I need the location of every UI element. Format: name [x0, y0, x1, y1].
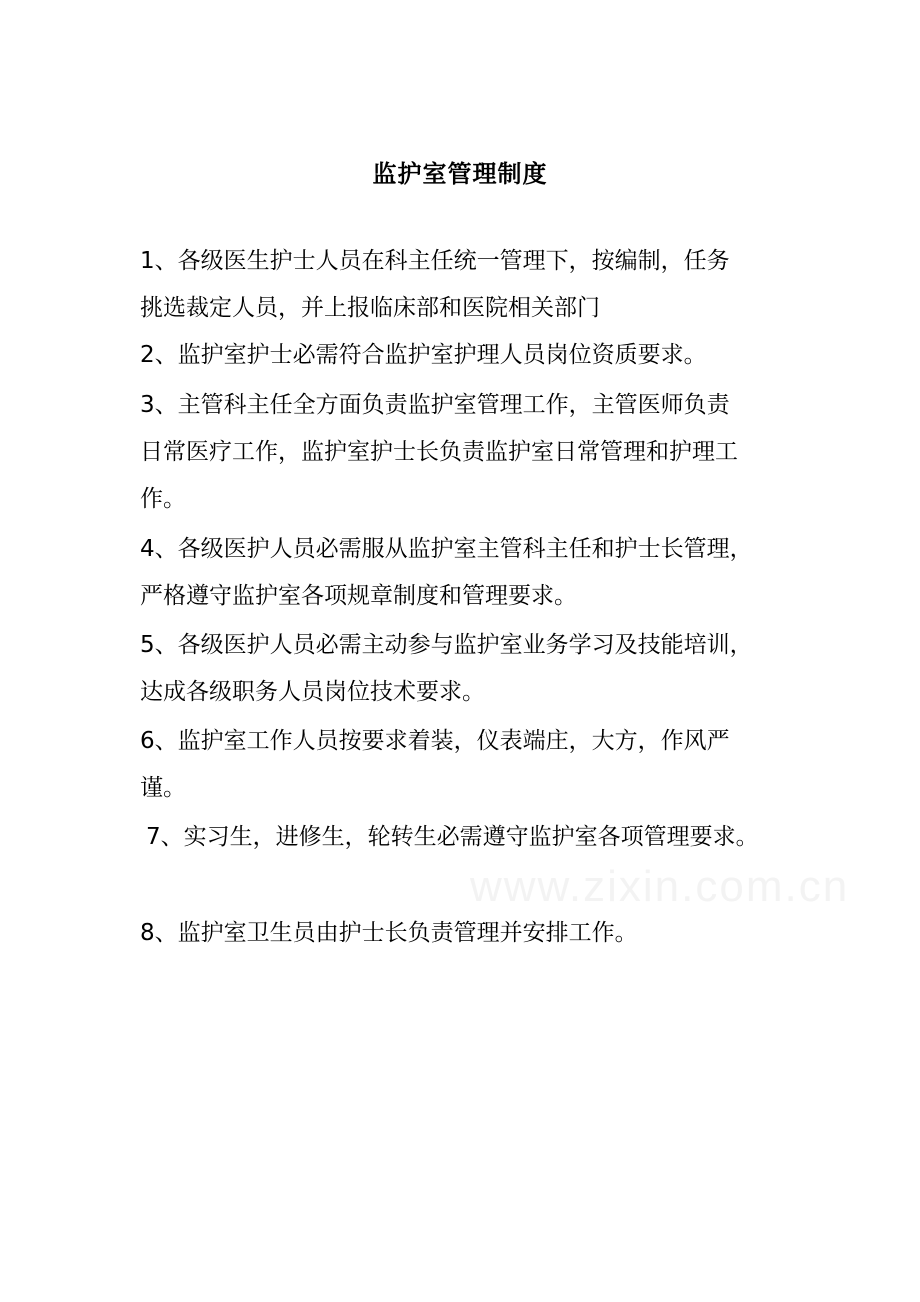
- item-5-line-2: 达成各级职务人员岗位技术要求。: [140, 679, 485, 705]
- list-item-8: [140, 910, 800, 957]
- item-1-line-2: 挑选裁定人员，并上报临床部和医院相关部门: [140, 295, 600, 321]
- document-title: 监护室管理制度: [372, 160, 548, 188]
- item-number: 8、: [140, 920, 178, 946]
- item-text: 监护室工作人员按要求着装，仪表端庄，大方，作风严: [177, 728, 730, 754]
- item-6-line-2: 谨。: [140, 775, 186, 801]
- item-text: 实习生，进修生，轮转生必需遵守监护室各项管理要求。: [183, 824, 759, 850]
- list-item-2: [140, 332, 800, 379]
- item-2-line-1: [140, 332, 800, 379]
- item-number: 3、: [140, 392, 178, 418]
- item-number: 6、: [140, 728, 178, 754]
- list-item-6: [140, 718, 800, 812]
- item-number: 7、: [146, 824, 184, 850]
- watermark-text: www.zixin.com.cn: [470, 862, 850, 911]
- list-item-3: [140, 382, 800, 523]
- item-text: 监护室卫生员由护士长负责管理并安排工作。: [177, 920, 638, 946]
- item-text: 监护室护士必需符合监护室护理人员岗位资质要求。: [177, 342, 707, 368]
- item-number: 4、: [140, 536, 178, 562]
- item-number: 5、: [140, 632, 178, 658]
- item-3-line-1: [140, 382, 800, 429]
- item-text: 各级医生护士人员在科主任统一管理下，按编制，任务: [177, 248, 730, 274]
- list-item-4: [140, 526, 800, 620]
- item-5-line-1: [140, 622, 800, 669]
- item-6-line-1: [140, 718, 800, 765]
- item-text: 主管科主任全方面负责监护室管理工作，主管医师负责: [177, 392, 730, 418]
- item-4-line-2: 严格遵守监护室各项规章制度和管理要求。: [140, 583, 577, 609]
- list-item-1: [140, 238, 800, 332]
- item-8-line-1: [140, 910, 800, 957]
- list-item-5: [140, 622, 800, 716]
- item-7-line-1: [146, 814, 806, 861]
- item-text: 各级医护人员必需主动参与监护室业务学习及技能培训，: [177, 632, 753, 658]
- item-number: 1、: [140, 248, 178, 274]
- list-item-7: [146, 814, 806, 861]
- item-3-line-2: 日常医疗工作，监护室护士长负责监护室日常管理和护理工: [140, 439, 738, 465]
- item-4-line-1: [140, 526, 800, 573]
- item-text: 各级医护人员必需服从监护室主管科主任和护士长管理，: [177, 536, 753, 562]
- item-number: 2、: [140, 342, 178, 368]
- item-3-line-3: 作。: [140, 486, 186, 512]
- item-1-line-1: [140, 238, 800, 285]
